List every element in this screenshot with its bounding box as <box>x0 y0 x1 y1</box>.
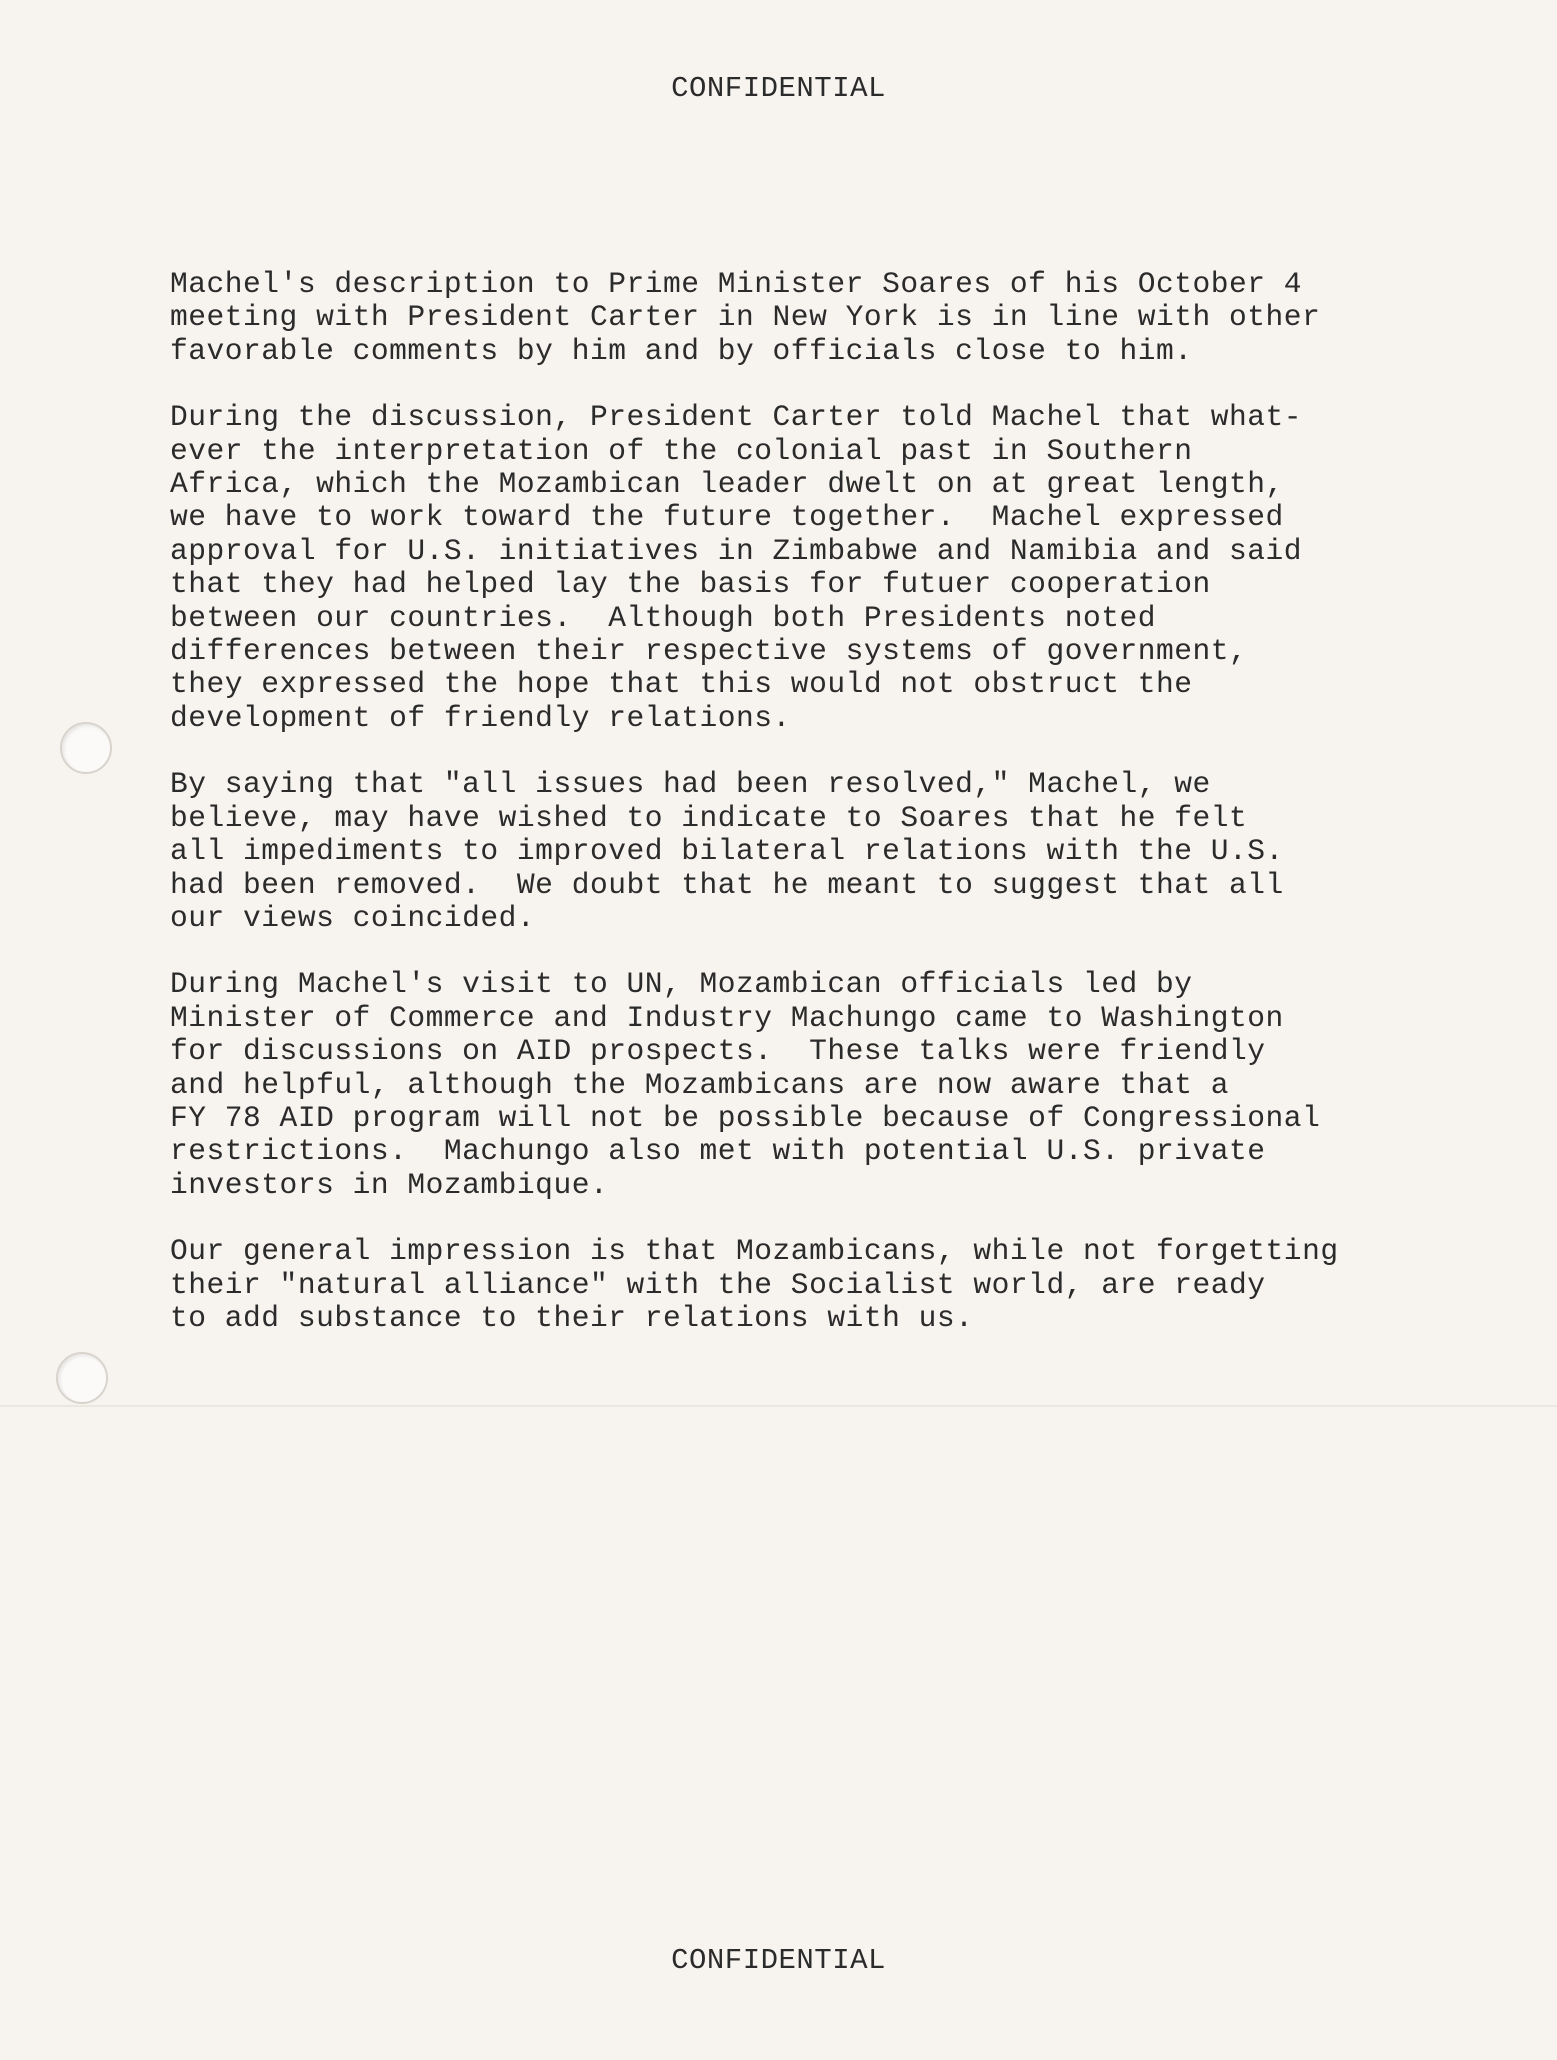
text-line: our views coincided. <box>170 900 536 935</box>
punch-hole-upper <box>60 722 112 774</box>
text-line: and helpful, although the Mozambicans are now aware that a <box>170 1067 1230 1102</box>
text-line: restrictions. Machungo also met with potential U.S. private <box>170 1134 1266 1169</box>
memo-body <box>170 268 1470 1368</box>
text-line: investors in Mozambique. <box>170 1167 609 1202</box>
text-line: all impediments to improved bilateral relations with the U.S. <box>170 834 1284 869</box>
text-line: that they had helped lay the basis for futuer cooperation <box>170 567 1211 602</box>
text-line: ever the interpretation of the colonial past in Southern <box>170 433 1193 468</box>
text-line: Minister of Commerce and Industry Machungo came to Washington <box>170 1000 1284 1035</box>
text-line: FY 78 AID program will not be possible because of Congressional <box>170 1100 1321 1135</box>
paper-fold-line <box>0 1405 1557 1407</box>
text-line: had been removed. We doubt that he meant to suggest that all <box>170 867 1284 902</box>
text-line: Machel's description to Prime Minister Soares of his October 4 <box>170 267 1303 301</box>
punch-hole-lower <box>56 1352 108 1404</box>
text-line: Our general impression is that Mozambicans, while not forgetting <box>170 1234 1339 1269</box>
paragraph-1 <box>170 268 1470 368</box>
paragraph-3 <box>170 768 1470 935</box>
text-line: they expressed the hope that this would not obstruct the <box>170 667 1193 702</box>
text-line: for discussions on AID prospects. These talks were friendly <box>170 1034 1266 1069</box>
text-line: By saying that "all issues had been resolved," Machel, we <box>170 767 1211 802</box>
footer-classification: CONFIDENTIAL <box>671 1944 886 1977</box>
text-line: believe, may have wished to indicate to Soares that he felt <box>170 800 1248 835</box>
text-line: their "natural alliance" with the Socialist world, are ready <box>170 1267 1266 1302</box>
text-line: During the discussion, President Carter told Machel that what- <box>170 400 1303 435</box>
paragraph-4 <box>170 968 1470 1202</box>
text-line: to add substance to their relations with us. <box>170 1300 974 1335</box>
paragraph-2 <box>170 401 1470 735</box>
text-line: meeting with President Carter in New York is in line with other <box>170 300 1321 335</box>
text-line: approval for U.S. initiatives in Zimbabwe and Namibia and said <box>170 533 1303 568</box>
text-line: favorable comments by him and by officials close to him. <box>170 333 1193 368</box>
text-line: differences between their respective systems of government, <box>170 634 1248 669</box>
text-line: development of friendly relations. <box>170 700 791 735</box>
text-line: Africa, which the Mozambican leader dwelt on at great length, <box>170 467 1284 502</box>
text-line: between our countries. Although both Presidents noted <box>170 600 1156 635</box>
header-classification: CONFIDENTIAL <box>671 72 886 105</box>
text-line: During Machel's visit to UN, Mozambican officials led by <box>170 967 1193 1002</box>
paragraph-5 <box>170 1235 1470 1335</box>
text-line: we have to work toward the future together. Machel expressed <box>170 500 1284 535</box>
